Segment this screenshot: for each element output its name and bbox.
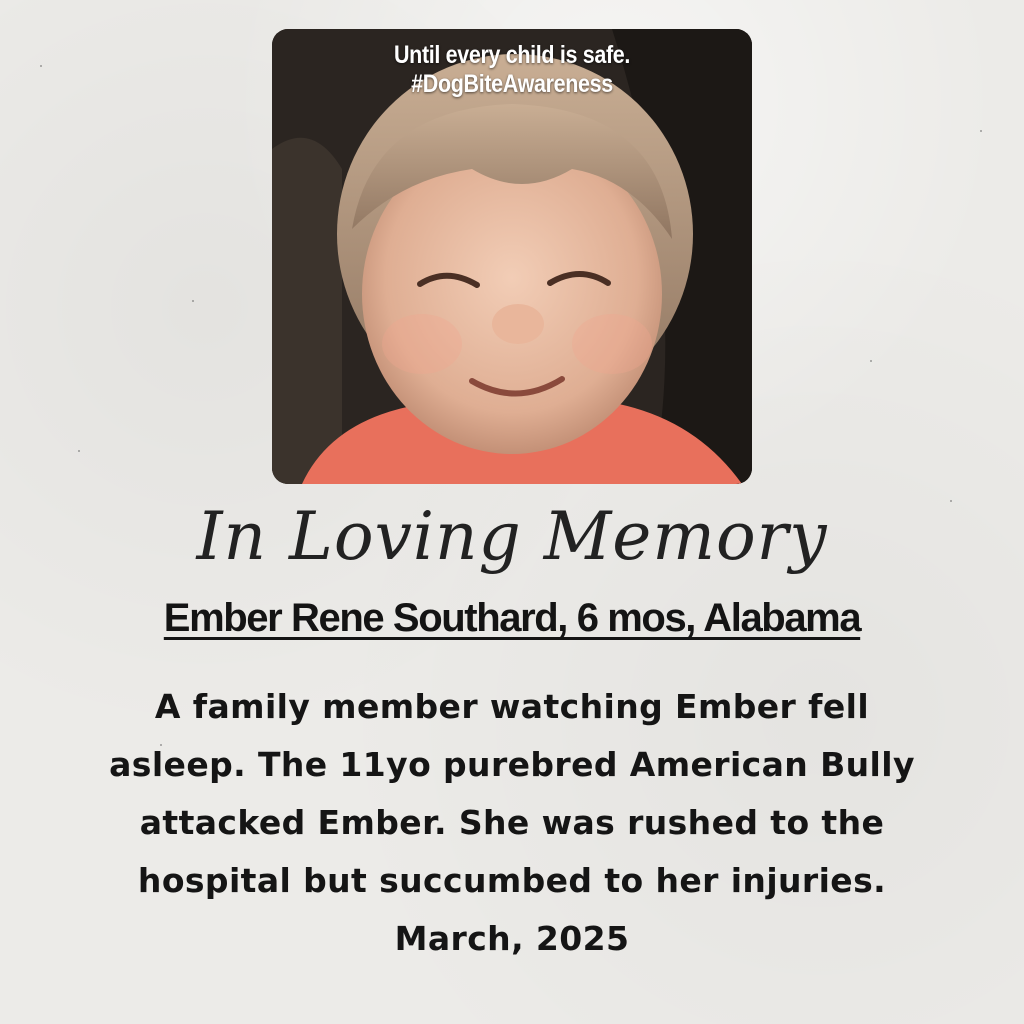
story-paragraph (30, 678, 994, 968)
memorial-photo (272, 29, 752, 484)
paper-speck (870, 360, 872, 362)
story-line: A family member watching Ember fell (154, 687, 870, 726)
memorial-heading: In Loving Memory (196, 498, 828, 575)
child-name-line (0, 592, 1024, 644)
child-name-text: Ember Rene Southard, 6 mos, Alabama (163, 596, 861, 640)
story-line: asleep. The 11yo purebred American Bully (109, 745, 915, 784)
photo-caption-hashtag: #DogBiteAwareness (411, 70, 613, 98)
paper-speck (40, 65, 42, 67)
story-line: attacked Ember. She was rushed to the (139, 803, 885, 842)
paper-speck (980, 130, 982, 132)
paper-speck (192, 300, 194, 302)
paper-speck (78, 450, 80, 452)
date-line: March, 2025 (394, 919, 630, 958)
photo-caption-slogan: Until every child is safe. (393, 41, 631, 69)
story-line: hospital but succumbed to her injuries. (137, 861, 887, 900)
